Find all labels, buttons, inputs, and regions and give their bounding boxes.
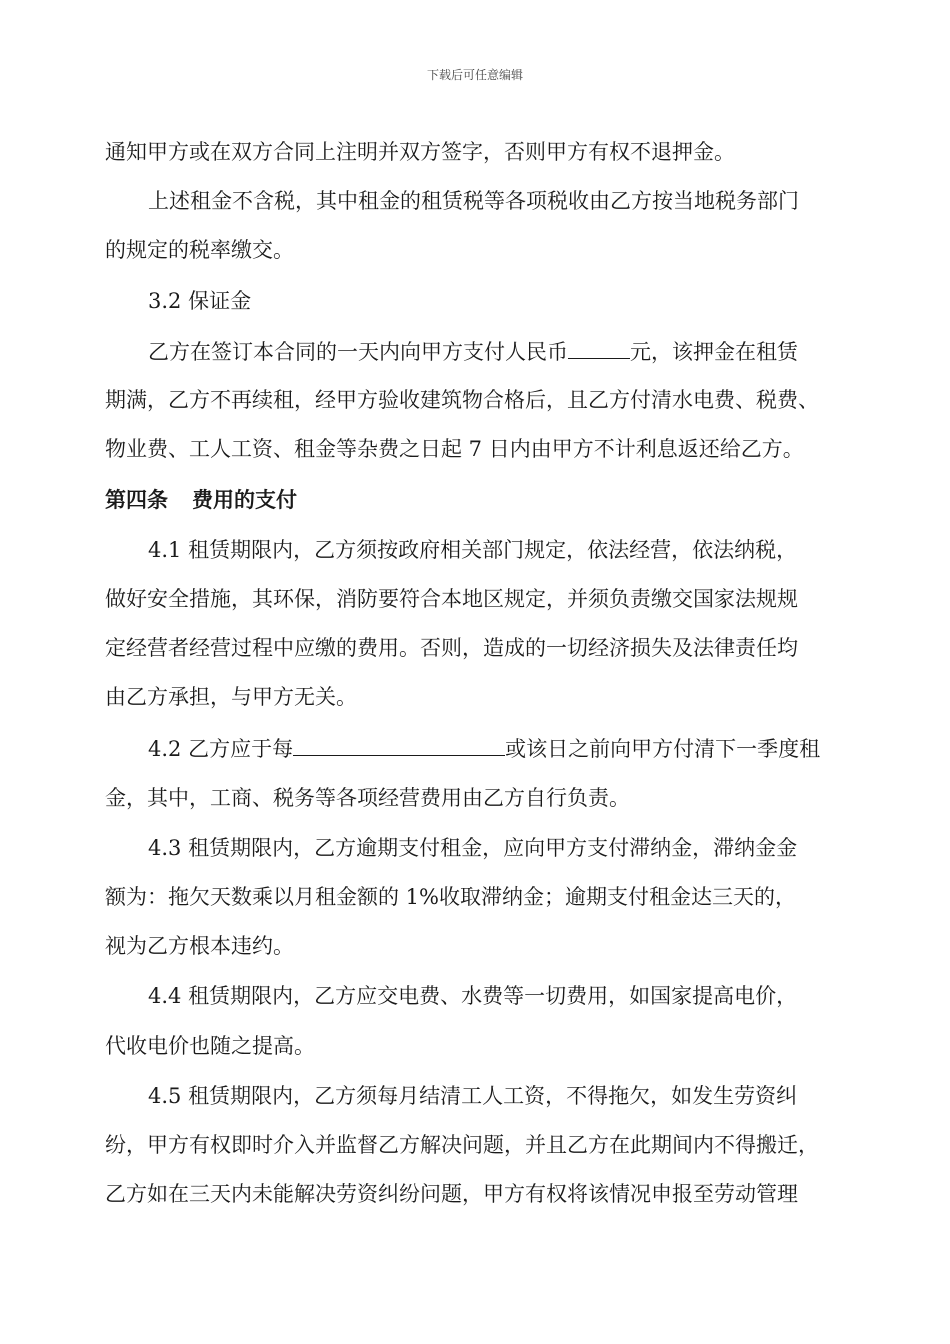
paragraph-line: 代收电价也随之提高。 <box>105 1034 315 1058</box>
article-title: 费用的支付 <box>192 488 297 512</box>
article-number: 第四条 <box>105 488 168 512</box>
fill-in-blank <box>293 733 505 756</box>
paragraph-line: 定经营者经营过程中应缴的费用。否则，造成的一切经济损失及法律责任均 <box>105 636 798 660</box>
paragraph-line: 乙方如在三天内未能解决劳资纠纷问题，甲方有权将该情况申报至劳动管理 <box>105 1182 798 1206</box>
paragraph-line: 4.3 租赁期限内，乙方逾期支付租金，应向甲方支付滞纳金，滞纳金金 <box>148 836 798 860</box>
paragraph-line: 视为乙方根本违约。 <box>105 934 294 958</box>
paragraph-line: 通知甲方或在双方合同上注明并双方签字，否则甲方有权不退押金。 <box>105 140 735 164</box>
paragraph-text: 元，该押金在租赁 <box>630 340 798 364</box>
paragraph-line: 额为：拖欠天数乘以月租金额的 1%收取滞纳金；逾期支付租金达三天的， <box>105 885 796 909</box>
paragraph-line: 做好安全措施，其环保，消防要符合本地区规定，并须负责缴交国家法规规 <box>105 587 798 611</box>
section-subheading: 3.2 保证金 <box>148 289 252 313</box>
paragraph-text: 或该日之前向甲方付清下一季度租 <box>505 737 821 761</box>
paragraph-line: 金，其中，工商、税务等各项经营费用由乙方自行负责。 <box>105 786 630 810</box>
paragraph-text: 乙方在签订本合同的一天内向甲方支付人民币 <box>148 340 568 364</box>
paragraph-line: 的规定的税率缴交。 <box>105 238 294 262</box>
paragraph-line: 4.4 租赁期限内，乙方应交电费、水费等一切费用，如国家提高电价， <box>148 984 798 1008</box>
paragraph-text: 4.2 乙方应于每 <box>148 737 294 761</box>
paragraph-line: 4.5 租赁期限内，乙方须每月结清工人工资，不得拖欠，如发生劳资纠 <box>148 1084 798 1108</box>
paragraph-line: 物业费、工人工资、租金等杂费之日起 7 日内由甲方不计利息返还给乙方。 <box>105 437 804 461</box>
paragraph-line: 期满，乙方不再续租，经甲方验收建筑物合格后，且乙方付清水电费、税费、 <box>105 388 819 412</box>
paragraph-line: 上述租金不含税，其中租金的租赁税等各项税收由乙方按当地税务部门 <box>148 189 799 213</box>
paragraph-line: 纷，甲方有权即时介入并监督乙方解决问题，并且乙方在此期间内不得搬迁， <box>105 1133 819 1157</box>
paragraph-line: 由乙方承担，与甲方无关。 <box>105 685 357 709</box>
article-heading <box>105 485 865 515</box>
paragraph-line <box>148 733 908 764</box>
paragraph-line <box>148 336 908 367</box>
page-header: 下载后可任意编辑 <box>426 68 523 82</box>
fill-in-blank <box>568 336 630 359</box>
paragraph-line: 4.1 租赁期限内，乙方须按政府相关部门规定，依法经营，依法纳税， <box>148 538 798 562</box>
